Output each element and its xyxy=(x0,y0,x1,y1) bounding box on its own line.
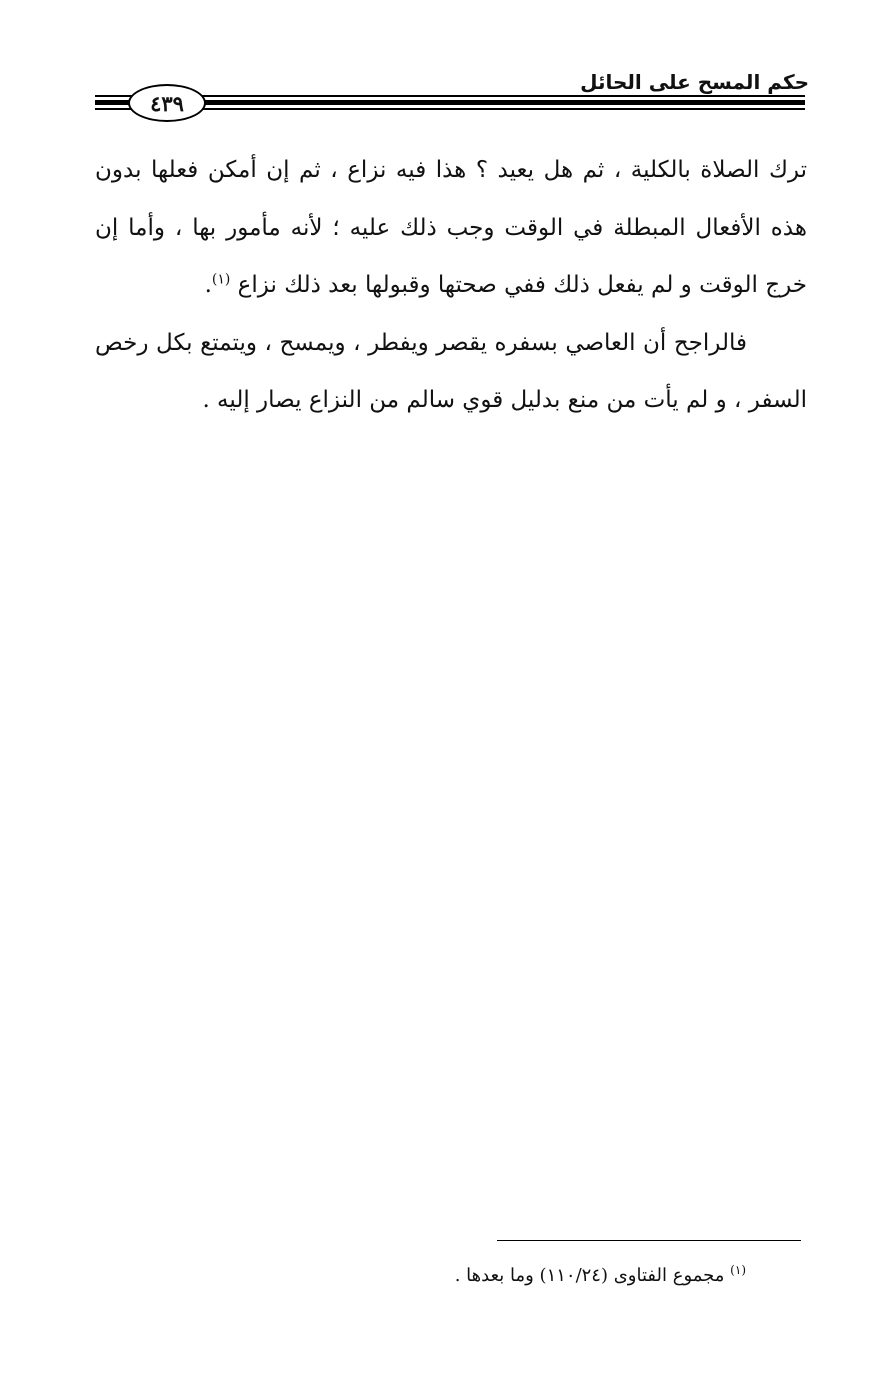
paragraph-1 xyxy=(95,142,807,315)
paragraph-2: فالراجح أن العاصي بسفره يقصر ويفطر ، ويمسح ، ويتمتع بكل رخص السفر ، و لم يأت من منع بدليل قوي سالم من النزاع يصار إليه . xyxy=(95,329,807,413)
page-number xyxy=(128,84,206,122)
paragraph-1-end: . xyxy=(204,272,212,298)
footnote-number: (١) xyxy=(730,1263,746,1277)
footnote-separator xyxy=(497,1240,801,1241)
page-number-text: ٤٣٩ xyxy=(150,90,184,116)
paragraph-1-text: ترك الصلاة بالكلية ، ثم هل يعيد ؟ هذا فيه نزاع ، ثم إن أمكن فعلها بدون هذه الأفعال المبطلة في الوقت وجب ذلك عليه ؛ لأنه مأمور بها ، وأما إن خرج الوقت و لم يفعل ذلك ففي صحتها وقبولها بعد ذلك نزاع xyxy=(95,157,807,298)
footnote-text: مجموع الفتاوى (١١٠/٢٤) وما بعدها . xyxy=(454,1265,725,1286)
footnote-reference[interactable]: (١) xyxy=(211,271,231,288)
body-text xyxy=(95,142,807,430)
running-title: حكم المسح على الحائل xyxy=(580,70,809,94)
footnote xyxy=(455,1265,746,1286)
